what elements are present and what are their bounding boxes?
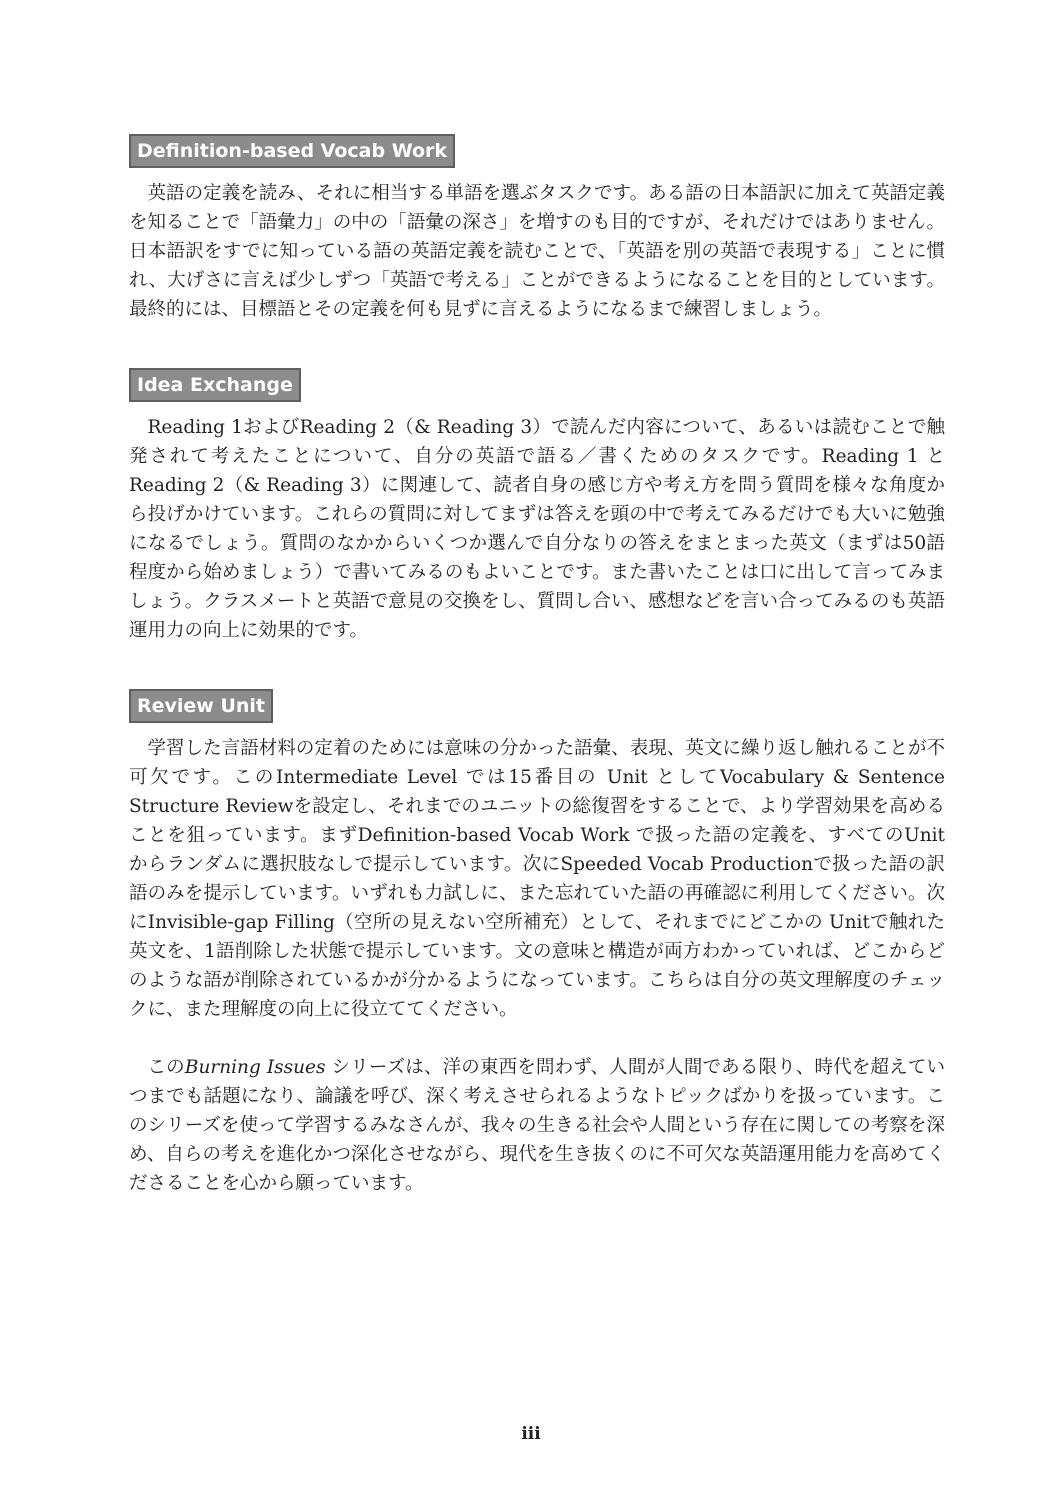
section-body-review-unit: 学習した言語材料の定着のためには意味の分かった語彙、表現、英文に繰り返し触れることが不可欠です。このIntermediate Level では15番目の Unit としてVocabulary & Sentence Structure Reviewを設定し、それまでのユニットの総復習をすることで、より学習効果を高めることを狙っています。まずDefinition-based Vocab Work で扱った語の定義を、すべてのUnit からランダムに選択肢なしで提示しています。次にSpeeded Vocab Productionで扱った語の訳語のみを提示しています。いずれも力試しに、また忘れていた語の再確認に利用してください。次にInvisible-gap Filling（空所の見えない空所補充）として、それまでにどこかの Unitで触れた英文を、1語削除した状態で提示しています。文の意味と構造が両方わかっていれば、どこからどのような語が削除されているかが分かるようになっています。こちらは自分の英文理解度のチェックに、また理解度の向上に役立ててください。 (129, 738, 945, 1020)
section-heading-review-unit: Review Unit (129, 689, 273, 723)
closing-paragraph (129, 1053, 945, 1198)
closing-rest: シリーズは、洋の東西を問わず、人間が人間である限り、時代を超えていつまでも話題になり、論議を呼び、深く考えさせられるようなトピックばかりを扱っています。このシリーズを使って学習するみなさんが、我々の生きる社会や人間という存在に関しての考察を深め、自らの考えを進化かつ深化させながら、現代を生き抜くのに不可欠な英語運用能力を高めてくださることを心から願っています。 (129, 1057, 945, 1194)
page-number: iii (521, 1424, 541, 1444)
series-title: Burning Issues (184, 1057, 326, 1078)
section-body-idea-exchange: Reading 1およびReading 2（& Reading 3）で読んだ内容について、あるいは読むことで触発されて考えたことについて、自分の英語で語る／書くためのタスクです。Reading 1 とReading 2（& Reading 3）に関連して、読者自身の感じ方や考え方を問う質問を様々な角度から投げかけています。これらの質問に対してまずは答えを頭の中で考えてみるだけでも大いに勉強になるでしょう。質問のなかからいくつか選んで自分なりの答えをまとまった英文（まずは50語程度から始めましょう）で書いてみるのもよいことです。また書いたことは口に出して言ってみましょう。クラスメートと英語で意見の交換をし、質問し合い、感想などを言い合ってみるのも英語運用力の向上に効果的です。 (129, 417, 945, 641)
section-body-definition-vocab: 英語の定義を読み、それに相当する単語を選ぶタスクです。ある語の日本語訳に加えて英語定義を知ることで「語彙力」の中の「語彙の深さ」を増すのも目的ですが、それだけではありません。日本語訳をすでに知っている語の英語定義を読むことで、「英語を別の英語で表現する」ことに慣れ、大げさに言えば少しずつ「英語で考える」ことができるようになることを目的としています。最終的には、目標語とその定義を何も見ずに言えるようになるまで練習しましょう。 (129, 183, 945, 320)
section-heading-idea-exchange: Idea Exchange (129, 368, 301, 402)
section-heading-definition-vocab: Definition-based Vocab Work (129, 134, 455, 168)
closing-prefix: この (147, 1057, 185, 1078)
